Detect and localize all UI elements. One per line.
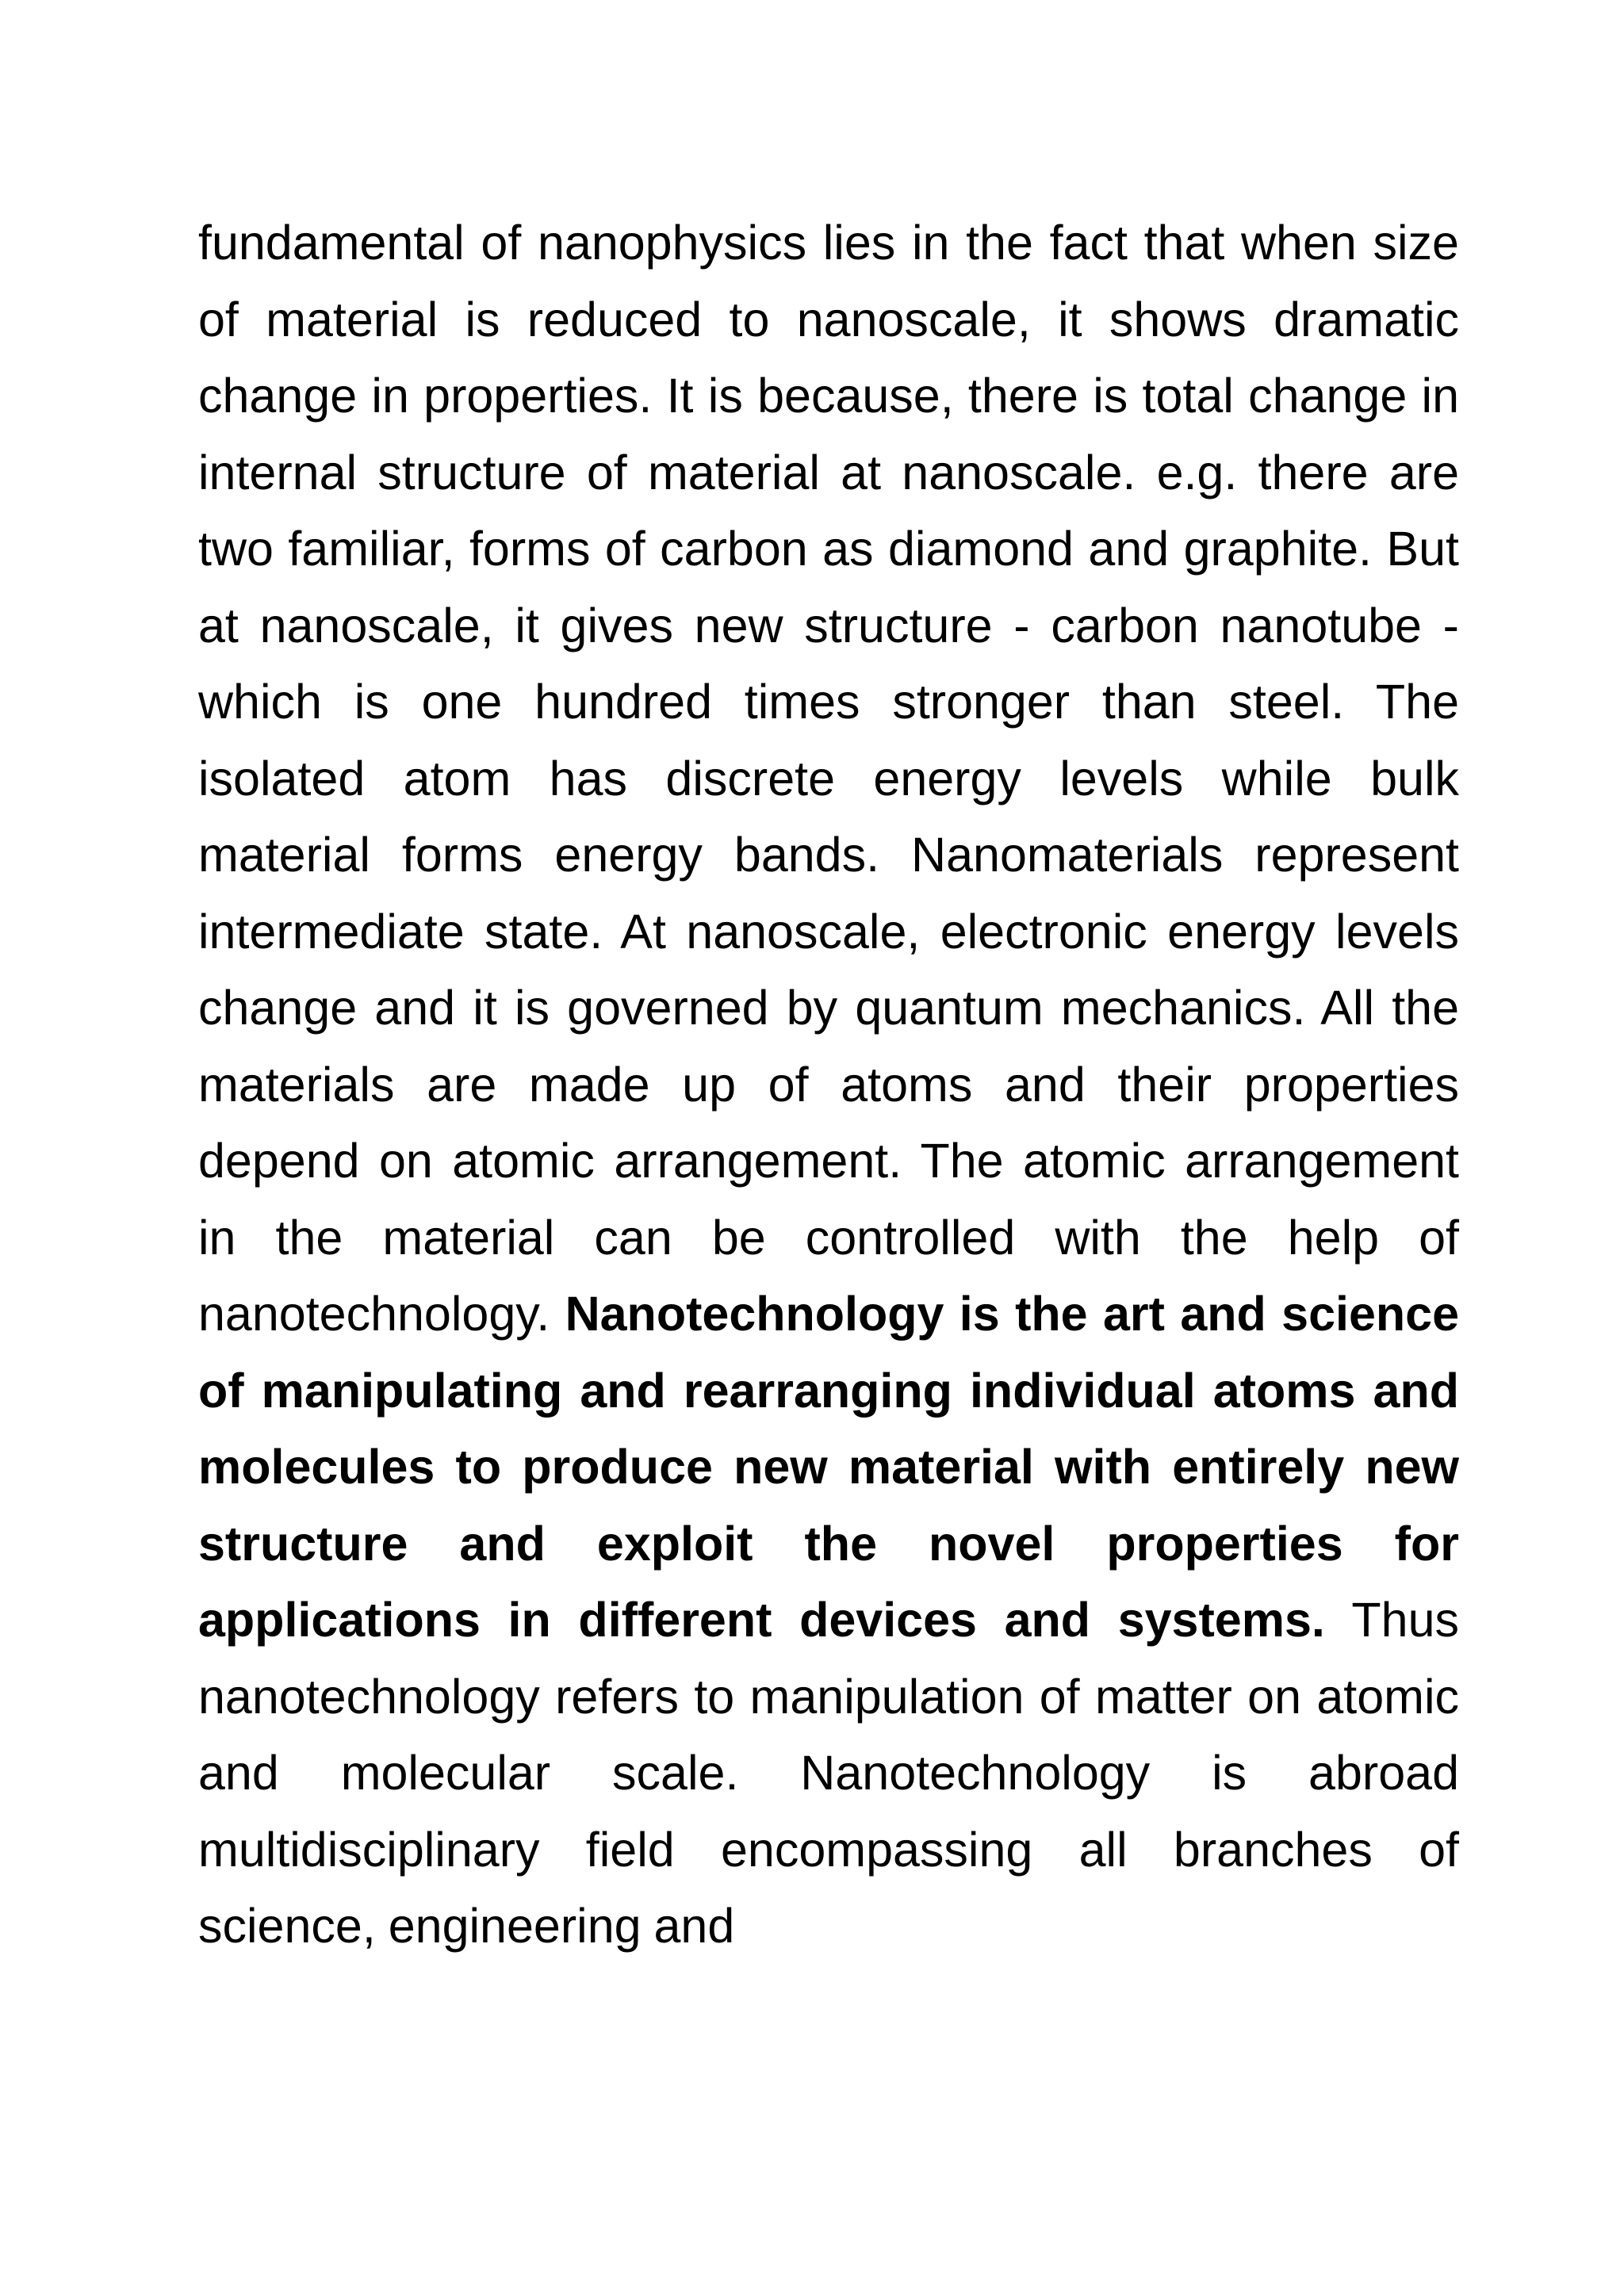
nanotechnology-definition: Nanotechnology is the art and science of manipulating and rearranging individual atoms and molecules to produce new material with entirely new structure and exploit the novel properties for applications in different devices and systems. [198, 1287, 1460, 1647]
body-paragraph [198, 205, 1459, 1965]
body-text-continuation: Thus nanotechnology refers to manipulation of matter on atomic and molecular scale. Nanotechnology is abroad multidisciplinary field encompassing all branches of science, engineering and [198, 1593, 1459, 1953]
body-text-intro: fundamental of nanophysics lies in the fact that when size of material is reduced to nanoscale, it shows dramatic change in properties. It is because, there is total change in internal structure of material at nanoscale. e.g. there are two familiar, forms of carbon as diamond and graphite. But at nanoscale, it gives new structure - carbon nanotube - which is one hundred times stronger than steel. The isolated atom has discrete energy levels while bulk material forms energy bands. Nanomaterials represent intermediate state. At nanoscale, electronic energy levels change and it is governed by quantum mechanics. All the materials are made up of atoms and their properties depend on atomic arrangement. The atomic arrangement in the material can be controlled with the help of nanotechnology. [198, 216, 1459, 1341]
paragraph [198, 205, 1459, 1965]
